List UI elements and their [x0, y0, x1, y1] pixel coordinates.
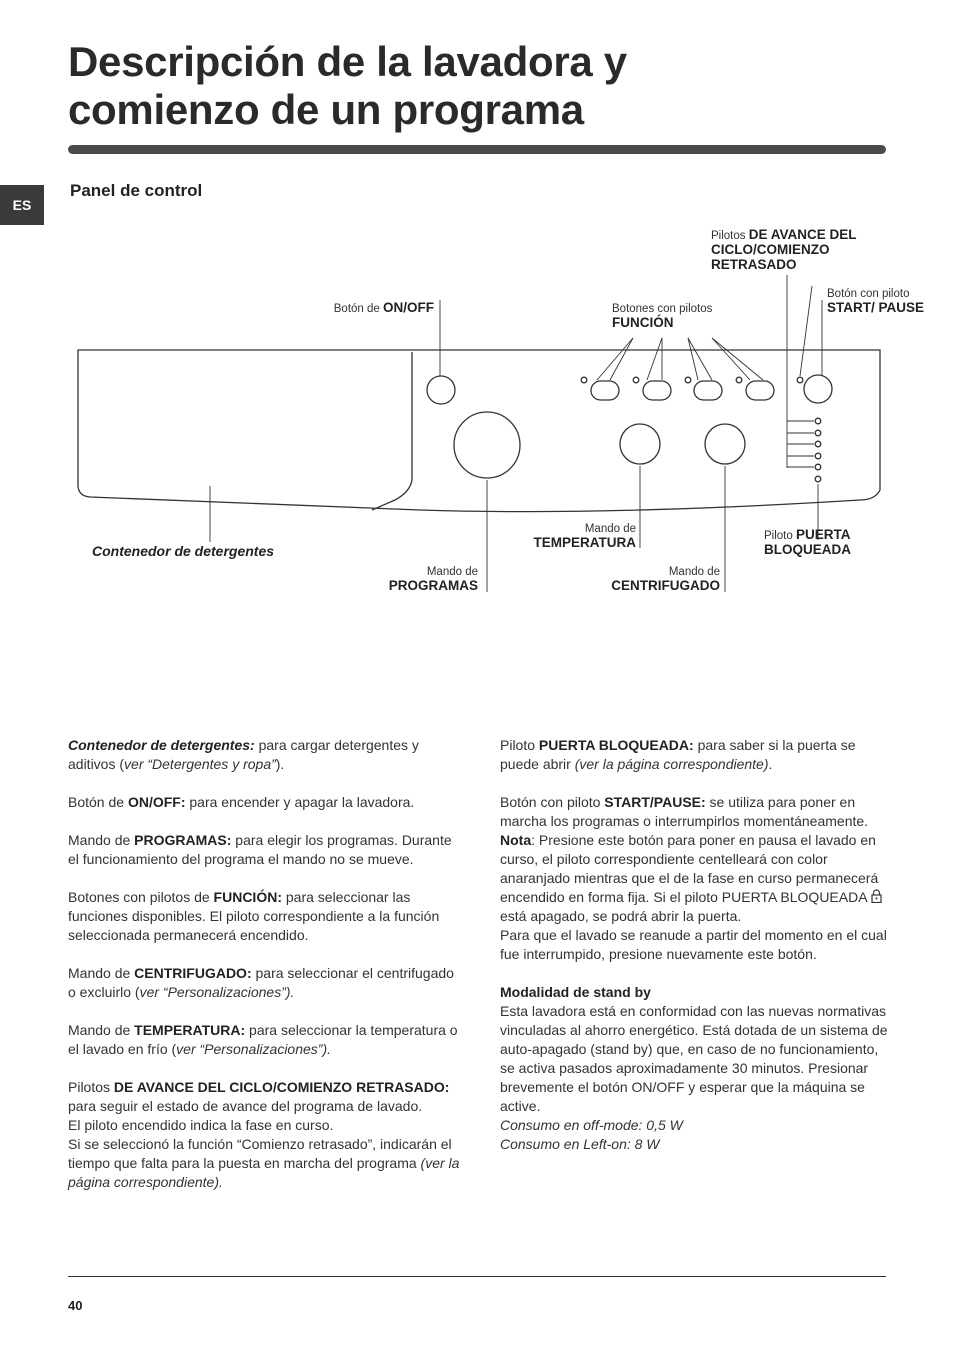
function-led-2	[633, 377, 639, 383]
para-temperature-italic: ver “Personalizaciones”).	[176, 1041, 332, 1057]
para-progress	[68, 1078, 460, 1192]
para-function-bold: FUNCIÓN:	[213, 889, 282, 905]
para-start-pause	[500, 793, 888, 964]
para-progress-prefix: Pilotos	[68, 1079, 114, 1095]
function-led-1	[581, 377, 587, 383]
label-door-bold: PUERTA BLOQUEADA	[764, 527, 851, 557]
label-progress-bold: DE AVANCE DEL CICLO/COMIENZO RETRASADO	[711, 227, 857, 272]
para-onoff-prefix: Botón de	[68, 794, 128, 810]
para-nota-bold: Nota	[500, 832, 532, 848]
drawer-divider	[372, 352, 412, 510]
standby-title: Modalidad de stand by	[500, 984, 651, 1000]
function-button-4	[746, 381, 774, 400]
label-door-prefix: Piloto	[764, 530, 793, 542]
para-progress-line3: Si se seleccionó la función “Comienzo retrasado”, indicarán el tiempo que falta para la puesta en marcha del programa	[68, 1136, 452, 1171]
progress-led-2	[815, 430, 821, 436]
para-programs-prefix: Mando de	[68, 832, 135, 848]
title-line-1: Descripción de la lavadora y	[68, 38, 627, 85]
para-progress-line2: El piloto encendido indica la fase en curso.	[68, 1117, 334, 1133]
para-function	[68, 888, 460, 945]
label-temperature	[500, 523, 636, 551]
label-temperature-prefix: Mando de	[584, 523, 636, 535]
label-onoff-prefix: Botón de	[333, 303, 380, 315]
leader-function-1b	[610, 338, 633, 380]
section-title: Panel de control	[70, 181, 203, 200]
temperature-knob	[620, 424, 660, 464]
progress-led-3	[815, 441, 821, 447]
para-programs-text: para elegir los programas. Durante el funcionamiento del programa el mando no se mueve.	[68, 832, 452, 867]
programs-knob	[454, 412, 520, 478]
label-function-bold: FUNCIÓN	[612, 315, 674, 330]
label-spin	[580, 566, 720, 594]
para-standby	[500, 983, 888, 1154]
label-progress-pilots	[711, 228, 911, 273]
para-start-prefix: Botón con piloto	[500, 794, 605, 810]
label-temperature-bold: TEMPERATURA	[533, 535, 636, 550]
standby-text: Esta lavadora está en conformidad con las nuevas normativas vinculadas al ahorro energético. Está dotada de un sistema de auto-apagado (stand by) que, en caso de no funcionamiento, se activa pasados aproximadamente 30 minutos. Presionar brevemente el botón ON/OFF y esperar que la máquina se active.	[500, 1003, 888, 1114]
para-spin-bold: CENTRIFUGADO:	[134, 965, 252, 981]
para-detergent	[68, 736, 460, 774]
para-progress-text: para seguir el estado de avance del programa de lavado.	[68, 1098, 423, 1114]
para-programs-bold: PROGRAMAS:	[134, 832, 232, 848]
label-spin-prefix: Mando de	[668, 566, 720, 578]
left-column	[68, 736, 460, 1211]
on-off-button	[427, 376, 455, 404]
para-function-prefix: Botones con pilotos de	[68, 889, 214, 905]
label-spin-bold: CENTRIFUGADO	[611, 578, 720, 593]
function-button-3	[694, 381, 722, 400]
para-spin-prefix: Mando de	[68, 965, 135, 981]
para-onoff-bold: ON/OFF:	[127, 794, 186, 810]
leader-function-1a	[597, 338, 633, 380]
function-led-3	[685, 377, 691, 383]
leader-function-4a	[712, 338, 750, 380]
consumption-off-mode: Consumo en off-mode: 0,5 W	[500, 1117, 683, 1133]
label-progress-prefix: Pilotos	[711, 230, 746, 242]
para-start-bold: START/PAUSE:	[604, 794, 706, 810]
label-function	[612, 303, 752, 331]
para-start-text: se utiliza para poner en marcha los programas o interrumpirlos momentáneamente.	[500, 794, 869, 829]
label-function-prefix: Botones con pilotos	[612, 303, 713, 315]
right-column	[500, 736, 888, 1173]
para-door-prefix: Piloto	[500, 737, 539, 753]
para-detergent-text: para cargar detergentes y aditivos (	[68, 737, 419, 772]
label-programs-bold: PROGRAMAS	[388, 578, 478, 593]
para-progress-bold: DE AVANCE DEL CICLO/COMIENZO RETRASADO:	[113, 1079, 450, 1095]
para-detergent-end: ).	[275, 756, 285, 772]
door-lock-led	[815, 476, 821, 482]
page-number: 40	[68, 1298, 83, 1313]
label-start-prefix: Botón con piloto	[827, 288, 910, 300]
panel-outline	[78, 350, 880, 512]
para-spin	[68, 964, 460, 1002]
para-temperature-bold: TEMPERATURA:	[134, 1022, 246, 1038]
progress-led-1	[815, 418, 821, 424]
leader-function-4b	[712, 338, 763, 380]
footer-rule	[68, 1276, 886, 1277]
para-spin-italic: ver “Personalizaciones”).	[139, 984, 295, 1000]
para-onoff-text: para encender y apagar la lavadora.	[185, 794, 415, 810]
leader-function-3b	[688, 338, 712, 380]
para-temperature-prefix: Mando de	[68, 1022, 135, 1038]
label-programs-prefix: Mando de	[426, 566, 478, 578]
label-start-pause	[827, 288, 932, 316]
para-progress-italic: (ver la página correspondiente).	[68, 1155, 460, 1190]
label-start-bold: START/ PAUSE	[827, 300, 925, 315]
para-door-lock	[500, 736, 888, 774]
para-start-line3: Para que el lavado se reanude a partir del momento en el cual fue interrumpido, presione nuevamente este botón.	[500, 927, 887, 962]
label-detergent-drawer: Contenedor de detergentes	[92, 543, 275, 559]
para-spin-text: para seleccionar el centrifugado o excluirlo (	[68, 965, 454, 1000]
label-onoff-bold: ON/OFF	[383, 300, 434, 315]
label-onoff	[290, 301, 434, 316]
label-door-lock	[764, 528, 884, 558]
language-tab: ES	[0, 185, 44, 225]
para-function-text: para seleccionar las funciones disponibles. El piloto correspondiente a la función seleccionada permanecerá encendido.	[68, 889, 440, 943]
para-door-end: .	[768, 756, 773, 772]
leader-function-2a	[647, 338, 662, 380]
spin-knob	[705, 424, 745, 464]
function-button-1	[591, 381, 619, 400]
para-temperature-text: para seleccionar la temperatura o el lavado en frío (	[68, 1022, 458, 1057]
lock-icon	[871, 889, 882, 903]
title-line-2: comienzo de un programa	[68, 86, 584, 133]
progress-led-5	[815, 464, 821, 470]
para-temperature	[68, 1021, 460, 1059]
start-led	[797, 377, 803, 383]
para-nota-end: está apagado, se podrá abrir la puerta.	[500, 908, 742, 924]
para-nota-text: : Presione este botón para poner en pausa el lavado en curso, el piloto correspondiente centelleará con color anaranjado mientras que el de la fase en curso permanecerá encendido en forma fija. Si el piloto PUERTA BLOQUEADA	[500, 832, 879, 905]
function-button-2	[643, 381, 671, 400]
consumption-left-on: Consumo en Left-on: 8 W	[500, 1136, 660, 1152]
para-onoff	[68, 793, 460, 812]
para-detergent-italic: ver “Detergentes y ropa”	[124, 756, 276, 772]
leader-start-led	[800, 286, 812, 376]
start-pause-button	[804, 375, 832, 403]
para-door-italic: (ver la página correspondiente)	[574, 756, 769, 772]
para-door-bold: PUERTA BLOQUEADA:	[538, 737, 694, 753]
para-programs	[68, 831, 460, 869]
para-detergent-bold: Contenedor de detergentes:	[68, 737, 255, 753]
leader-function-3a	[688, 338, 698, 380]
function-led-4	[736, 377, 742, 383]
label-programs	[340, 566, 478, 594]
para-door-text: para saber si la puerta se puede abrir	[500, 737, 856, 772]
progress-led-4	[815, 453, 821, 459]
